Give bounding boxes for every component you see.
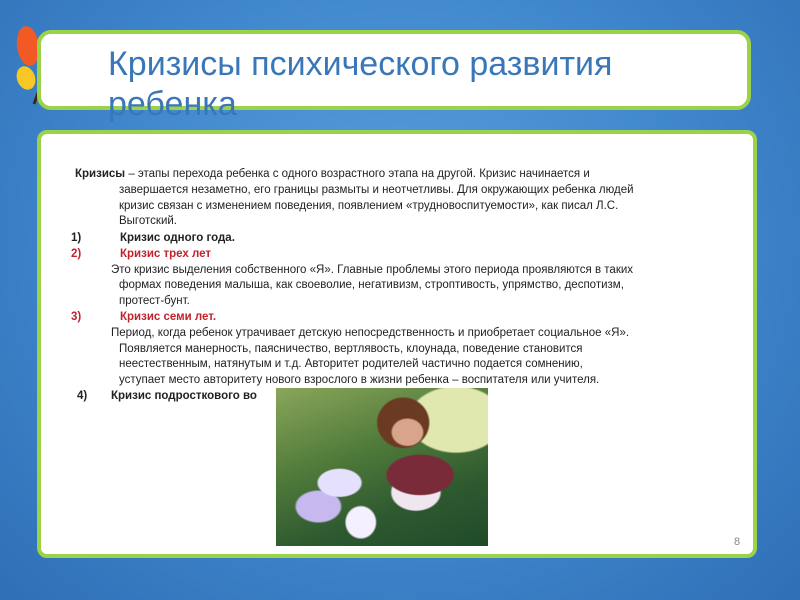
intro-term: Кризисы — [75, 168, 126, 180]
crisis-2-desc-3: протест-бунт. — [119, 295, 190, 307]
intro-line-2: завершается незаметно, его границы размыты и неотчетливы. Для окружающих ребенка людей — [119, 184, 634, 196]
intro-line-4: Выготский. — [119, 215, 177, 227]
girl-with-flowers-image — [276, 388, 488, 546]
crisis-3-desc-4: уступает место авторитету нового взрослого в жизни ребенка – воспитателя или учителя. — [119, 374, 600, 386]
slide-title — [108, 44, 708, 124]
title-line-2: ребенка — [108, 85, 237, 123]
crisis-2-desc-2: формах поведения малыша, как своеволие, негативизм, строптивость, упрямство, деспотизм, — [119, 279, 624, 291]
crisis-2-title: Кризис трех лет — [120, 248, 212, 260]
crisis-3-desc-1: Период, когда ребенок утрачивает детскую непосредственность и приобретает социальное «Я». — [111, 327, 630, 339]
crisis-2-number: 2) — [71, 248, 82, 260]
crisis-3-desc-3: неестественным, натянутым и т.д. Авторитет родителей частично подается сомнению, — [119, 358, 583, 370]
intro-line-1: Кризисы – этапы перехода ребенка с одного возрастного этапа на другой. Кризис начинается и — [75, 168, 590, 180]
crisis-1-number: 1) — [71, 232, 82, 244]
crisis-3-number: 3) — [71, 311, 82, 323]
crisis-2-desc-1: Это кризис выделения собственного «Я». Главные проблемы этого периода проявляются в таких — [111, 264, 634, 276]
crisis-4-title: Кризис подросткового во — [111, 390, 257, 402]
crisis-1-title: Кризис одного года. — [120, 232, 235, 244]
title-line-1: Кризисы психического развития — [108, 45, 613, 83]
page-number: 8 — [734, 536, 741, 548]
crisis-4-number: 4) — [77, 390, 88, 402]
crisis-3-desc-2: Появляется манерность, паясничество, вертлявость, клоунада, поведение становится — [119, 343, 583, 355]
intro-line-3: кризис связан с изменением поведения, появлением «трудновоспитуемости», как писал Л.С. — [119, 200, 619, 212]
crisis-3-title: Кризис семи лет. — [120, 311, 217, 323]
